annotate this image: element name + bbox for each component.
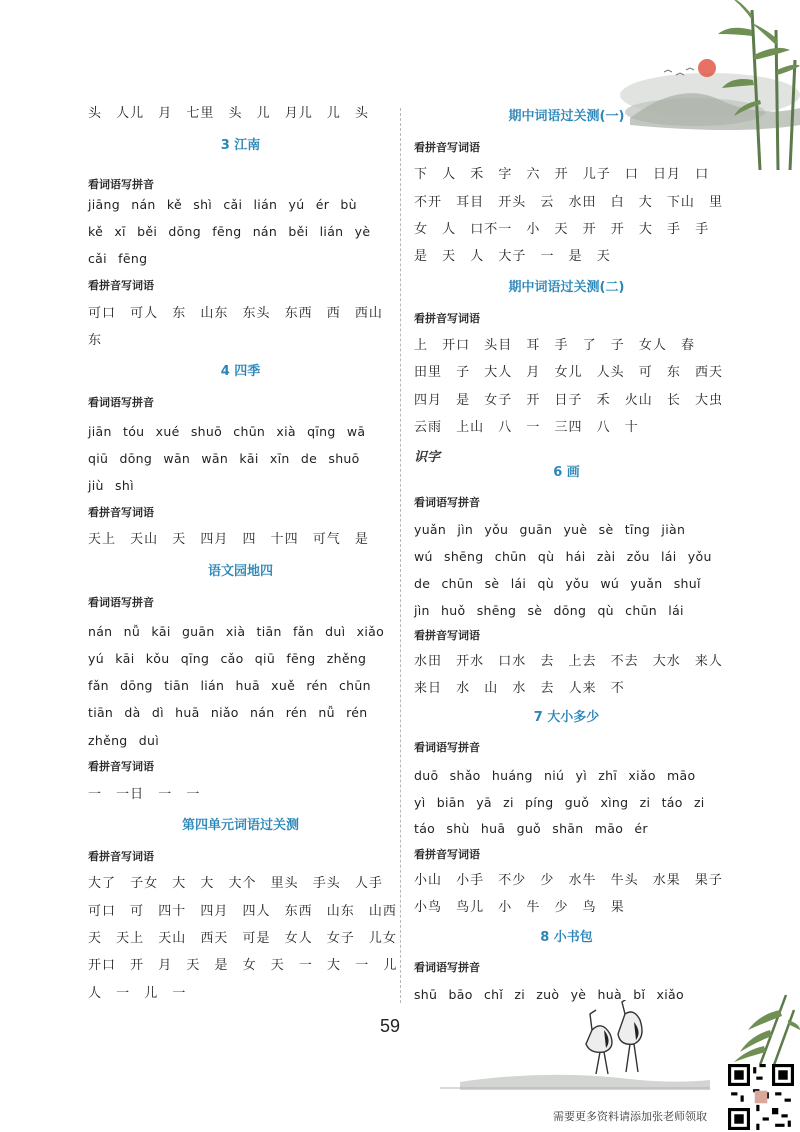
- block-label: 看词语写拼音: [88, 596, 154, 609]
- top-line: 头 人儿 月 七里 头 儿 月儿 儿 头: [88, 106, 370, 121]
- words-line: 小鸟 鸟儿 小 牛 少 鸟 果: [414, 900, 625, 915]
- words-line: 可口 可人 东 山东 东头 东西 西 西山: [88, 306, 383, 321]
- pinyin-line: kě xī běi dōng fēng nán běi lián yè: [88, 224, 371, 239]
- bamboo-painting-icon: [600, 0, 800, 170]
- block-label: 看拼音写词语: [88, 506, 154, 519]
- block-label: 看拼音写词语: [414, 848, 480, 861]
- block-label: 看拼音写词语: [88, 850, 154, 863]
- column-divider: [400, 108, 401, 1003]
- pinyin-line: yì biān yā zi píng guǒ xìng zi táo zi: [414, 795, 705, 810]
- pinyin-line: fǎn dōng tiān lián huā xuě rén chūn: [88, 678, 371, 693]
- block-label: 看拼音写词语: [414, 141, 480, 154]
- words-line: 是 天 人 大子 一 是 天: [414, 249, 611, 264]
- stamp-text: 识字: [414, 450, 441, 465]
- block-label: 看拼音写词语: [414, 629, 480, 642]
- words-line: 下 人 禾 字 六 开 儿子 口 日月 口: [414, 167, 710, 182]
- words-line: 四月 是 女子 开 日子 禾 火山 长 大虫: [414, 393, 724, 408]
- pinyin-line: zhěng duì: [88, 733, 160, 748]
- words-line: 来日 水 山 水 去 人来 不: [414, 681, 625, 696]
- section-title: 第四单元词语过关测: [181, 818, 299, 833]
- section-title: 6 画: [553, 465, 580, 480]
- words-line: 田里 子 大人 月 女儿 人头 可 东 西天: [414, 365, 724, 380]
- pinyin-line: qiū dōng wān wān kāi xīn de shuō: [88, 451, 360, 466]
- section-title: 语文园地四: [207, 564, 273, 579]
- section-title: 4 四季: [220, 364, 261, 379]
- footer-note: 需要更多资料请添加张老师领取: [553, 1110, 707, 1123]
- words-line: 水田 开水 口水 去 上去 不去 大水 来人: [414, 654, 723, 669]
- pinyin-line: jiān tóu xué shuō chūn xià qīng wā: [88, 424, 366, 439]
- words-line: 上 开口 头目 耳 手 了 子 女人 春: [414, 338, 696, 353]
- page-number: 59: [380, 1016, 401, 1036]
- words-line: 女 人 口不一 小 天 开 开 大 手 手: [414, 222, 710, 237]
- red-sun-icon: [697, 58, 717, 78]
- block-label: 看词语写拼音: [88, 396, 154, 409]
- section-title: 7 大小多少: [533, 710, 600, 725]
- words-line: 可口 可 四十 四月 四人 东西 山东 山西: [88, 904, 397, 919]
- pinyin-line: cǎi fēng: [88, 251, 148, 266]
- words-line: 天上 天山 天 四月 四 十四 可气 是: [88, 532, 369, 547]
- pinyin-line: nán nǚ kāi guān xià tiān fǎn duì xiǎo: [88, 624, 385, 639]
- block-label: 看拼音写词语: [88, 279, 154, 292]
- block-label: 看词语写拼音: [414, 961, 480, 974]
- bamboo-bottom-icon: [690, 990, 800, 1065]
- pinyin-line: duō shǎo huáng niú yì zhī xiǎo māo: [414, 768, 696, 783]
- pinyin-line: wú shēng chūn qù hái zài zǒu lái yǒu: [414, 549, 712, 564]
- words-line: 天 天上 天山 西天 可是 女人 女子 儿女: [88, 931, 397, 946]
- section-title: 期中词语过关测(二): [508, 280, 625, 295]
- words-line: 大了 子女 大 大 大个 里头 手头 人手: [88, 876, 383, 891]
- words-line: 不开 耳目 开头 云 水田 白 大 下山 里: [414, 195, 724, 210]
- words-line: 一 一日 一 一: [88, 787, 201, 802]
- block-label: 看词语写拼音: [414, 741, 480, 754]
- pinyin-line: jiù shì: [88, 478, 134, 493]
- pinyin-line: shū bāo chǐ zi zuò yè huà bǐ xiǎo: [414, 987, 684, 1002]
- pinyin-line: yuǎn jìn yǒu guān yuè sè tīng jiàn: [414, 522, 686, 537]
- words-line: 开口 开 月 天 是 女 天 一 大 一 儿: [88, 958, 398, 973]
- flying-birds-icon: [662, 66, 696, 80]
- pinyin-line: yú kāi kǒu qīng cǎo qiū fēng zhěng: [88, 651, 367, 666]
- section-title: 8 小书包: [540, 930, 593, 945]
- pinyin-line: de chūn sè lái qù yǒu wú yuǎn shuǐ: [414, 576, 701, 591]
- words-line: 人 一 儿 一: [88, 986, 187, 1001]
- block-label: 看拼音写词语: [88, 760, 154, 773]
- pinyin-line: tiān dà dì huā niǎo nán rén nǚ rén: [88, 705, 368, 720]
- section-title: 3 江南: [220, 138, 261, 153]
- pinyin-line: táo shù huā guǒ shān māo ér: [414, 821, 648, 836]
- block-label: 看词语写拼音: [88, 178, 154, 191]
- block-label: 看词语写拼音: [414, 496, 480, 509]
- words-line: 小山 小手 不少 少 水牛 牛头 水果 果子: [414, 873, 723, 888]
- section-title: 期中词语过关测(一): [508, 109, 625, 124]
- block-label: 看拼音写词语: [414, 312, 480, 325]
- words-line: 云雨 上山 八 一 三四 八 十: [414, 420, 639, 435]
- pinyin-line: jiāng nán kě shì cǎi lián yú ér bù: [88, 197, 357, 212]
- cranes-painting-icon: [420, 1000, 710, 1095]
- words-line: 东: [88, 333, 103, 348]
- qr-code-icon: [728, 1064, 794, 1130]
- pinyin-line: jìn huǒ shēng sè dōng qù chūn lái: [414, 603, 684, 618]
